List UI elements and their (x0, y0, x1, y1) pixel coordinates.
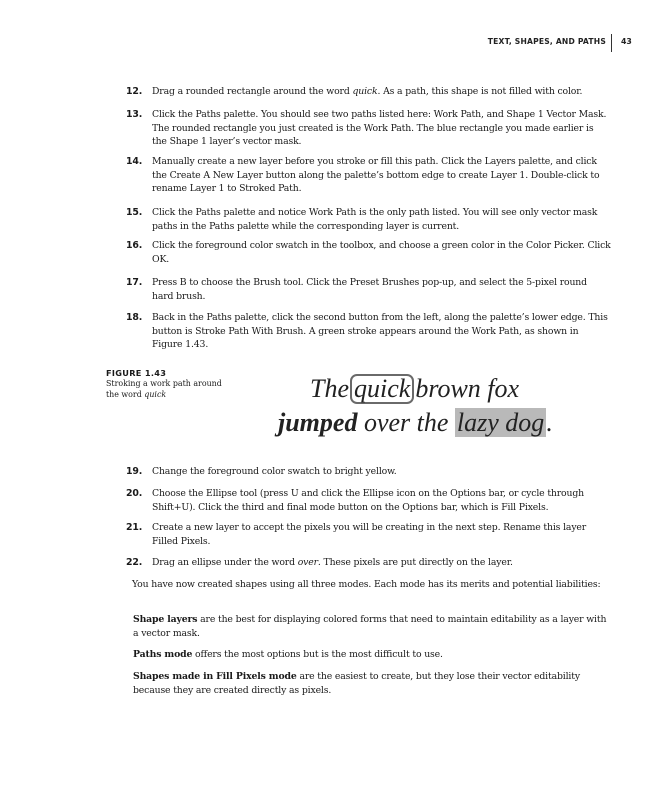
stroked-path-box: quick (350, 374, 414, 404)
step-17: 17. Press B to choose the Brush tool. Click the Preset Brushes pop-up, and select the 5-pixel round hard brush. (126, 277, 587, 302)
step-12: 12. Drag a rounded rectangle around the word quick. As a path, this shape is not filled with color. (126, 86, 583, 97)
step-13: 13. Click the Paths palette. You should see two paths listed here: Work Path, and Shape 1 Vector Mask. The rounded rectangle you just created is the Work Path. The blue rectangle you made earlier is the Shape 1 layer’s vector mask. (126, 109, 607, 148)
shape-highlight: lazy dog (456, 408, 545, 437)
section-title: TEXT, SHAPES, AND PATHS (487, 37, 606, 46)
header-divider (611, 34, 612, 52)
step-21: 21. Create a new layer to accept the pixels you will be creating in the next step. Rename this layer Filled Pixels. (126, 522, 587, 547)
step-19: 19. Change the foreground color swatch to bright yellow. (126, 466, 397, 477)
step-14: 14. Manually create a new layer before you stroke or fill this path. Click the Layers palette, and click the Create A New Layer button along the palette’s bottom edge to create Layer 1. Double-click to rename Layer 1 to Stroked Path. (126, 156, 600, 195)
running-header (0, 36, 665, 52)
figure-caption-text: Stroking a work path around the word quick (106, 379, 222, 399)
step-15: 15. Click the Paths palette and notice Work Path is the only path listed. You will see only vector mask paths in the Paths palette while the corresponding layer is current. (126, 207, 598, 232)
term-paths-mode: Paths mode offers the most options but is the most difficult to use. (133, 649, 443, 660)
step-18: 18. Back in the Paths palette, click the second button from the left, along the palette’s lower edge. This button is Stroke Path With Brush. A green stroke appears around the Work Path, as shown in Figure 1.43. (126, 312, 608, 351)
figure-caption (106, 367, 226, 400)
summary-paragraph: You have now created shapes using all three modes. Each mode has its merits and potential liabilities: (132, 579, 601, 590)
figure-1-43 (270, 372, 570, 447)
step-16: 16. Click the foreground color swatch in the toolbox, and choose a green color in the Color Picker. Click OK. (126, 240, 611, 265)
figure-line-2: jumped over the lazy dog. (278, 408, 553, 437)
term-fill-pixels: Shapes made in Fill Pixels mode are the easiest to create, but they lose their vector editability because they are created directly as pixels. (133, 671, 580, 696)
step-20: 20. Choose the Ellipse tool (press U and click the Ellipse icon on the Options bar, or cycle through Shift+U). Click the third and final mode button on the Options bar, which is Fill Pixels. (126, 488, 584, 513)
term-shape-layers: Shape layers are the best for displaying colored forms that need to maintain editability as a layer with a vector mask. (133, 614, 607, 639)
figure-line-1: The quick brown fox (310, 374, 520, 403)
figure-label: FIGURE 1.43 (106, 368, 167, 378)
step-22: 22. Drag an ellipse under the word over. These pixels are put directly on the layer. (126, 557, 513, 568)
page-number: 43 (621, 37, 632, 46)
